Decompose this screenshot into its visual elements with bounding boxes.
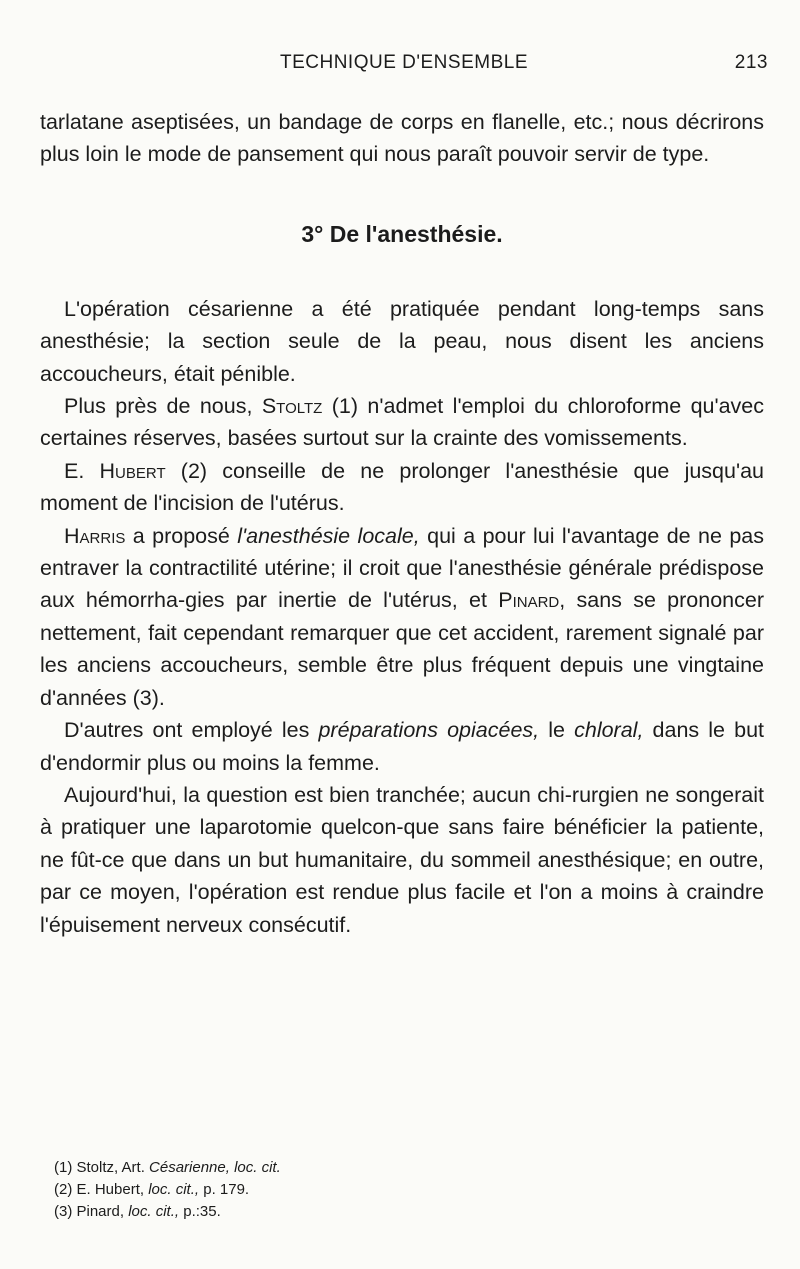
paragraph-hubert: E. Hubert (2) conseille de ne prolonger l'anesthésie que jusqu'au moment de l'incision de l'utérus. bbox=[40, 458, 764, 516]
footnotes bbox=[54, 1157, 754, 1223]
running-title: TECHNIQUE D'ENSEMBLE bbox=[279, 52, 528, 73]
paragraph-harris: Harris a proposé l'anesthésie locale, qui a pour lui l'avantage de ne pas entraver la contractilité utérine; il croit que l'anesthésie générale prédispose aux hémorrha-gies par inertie de l'utérus, et Pinard, sans se prononcer nettement, fait cependant remarquer que cet accident, rarement signalé par les anciens accoucheurs, semble être plus fréquent depuis une vingtaine d'années (3). bbox=[40, 523, 765, 710]
paragraph-stoltz: Plus près de nous, Stoltz (1) n'admet l'emploi du chloroforme qu'avec certaines réserves, basées surtout sur la crainte des vomissements. bbox=[40, 394, 764, 451]
footnote: (2) E. Hubert, loc. cit., p. 179. bbox=[54, 1181, 250, 1198]
paragraph-today: Aujourd'hui, la question est bien tranchée; aucun chi-rurgien ne songerait à pratiquer une laparotomie quelcon-que sans faire bénéficier la patiente, ne fût-ce que dans un but humanitaire, du sommeil anesthésique; en outre, par ce moyen, l'opération est rendue plus facile et l'on a moins à craindre l'épuisement nerveux consécutif. bbox=[40, 782, 764, 937]
author-name: Stoltz bbox=[261, 394, 323, 419]
running-header bbox=[40, 52, 768, 82]
author-name: Pinard bbox=[498, 588, 560, 613]
emphasis: l'anesthésie locale, bbox=[237, 523, 420, 548]
main-text bbox=[40, 106, 764, 941]
section-heading: 3° De l'anesthésie. bbox=[301, 220, 503, 247]
paragraph-cesarean-history: L'opération césarienne a été pratiquée pendant long-temps sans anesthésie; la section seule de la peau, nous disent les anciens accoucheurs, était pénible. bbox=[40, 296, 764, 386]
footnote: (1) Stoltz, Art. Césarienne, loc. cit. bbox=[54, 1159, 281, 1176]
paragraph-continuation: tarlatane aseptisées, un bandage de corps en flanelle, etc.; nous décrirons plus loin le mode de pansement qui nous paraît pouvoir servir de type. bbox=[40, 110, 764, 167]
page-number: 213 bbox=[734, 52, 768, 73]
footnote: (3) Pinard, loc. cit., p.:35. bbox=[54, 1203, 221, 1220]
author-name: Hubert bbox=[99, 458, 166, 483]
emphasis: chloral, bbox=[574, 718, 644, 743]
author-name: Harris bbox=[64, 523, 126, 548]
paragraph-opiates: D'autres ont employé les préparations opiacées, le chloral, dans le but d'endormir plus ou moins la femme. bbox=[40, 718, 764, 775]
emphasis: préparations opiacées, bbox=[318, 718, 540, 743]
